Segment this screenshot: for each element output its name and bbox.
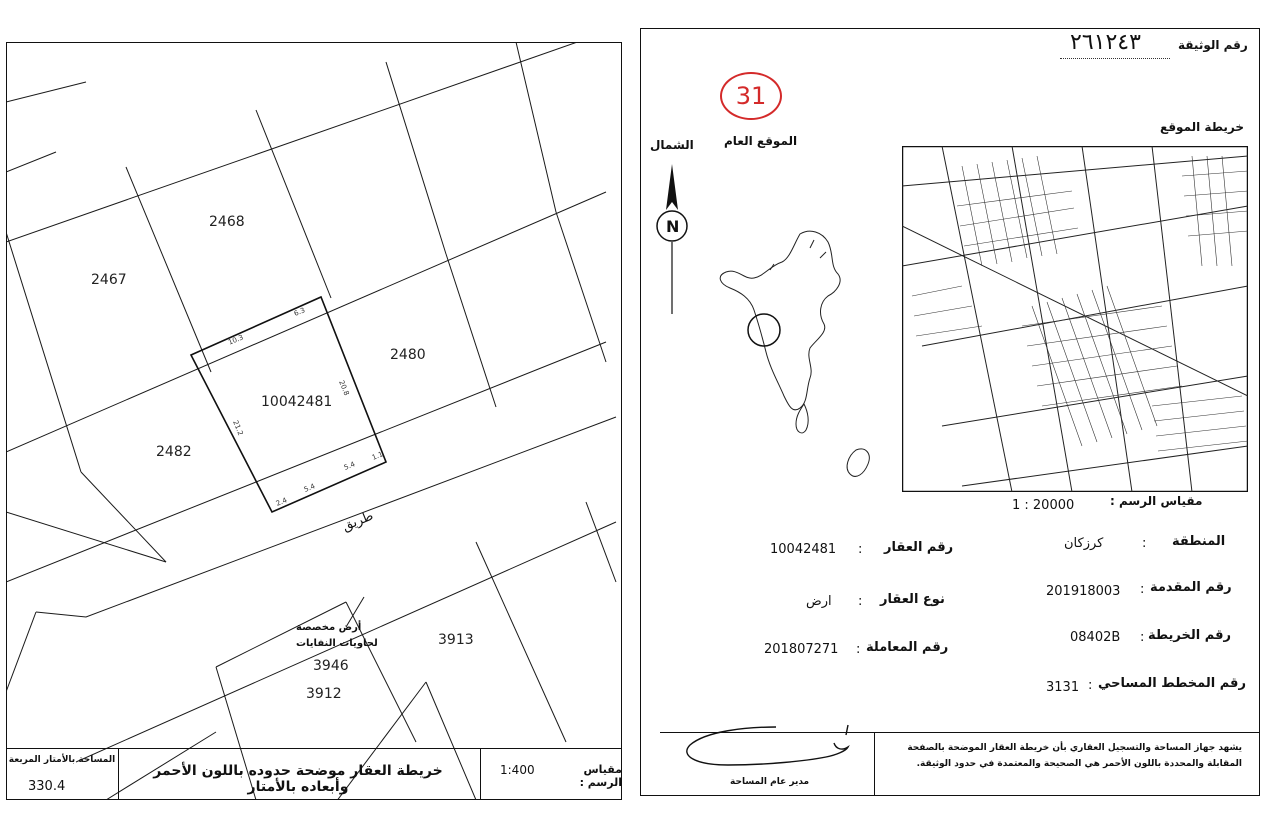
dimension-bottom-a: 5.4 <box>342 460 357 472</box>
road-label: طريق <box>340 508 376 535</box>
certification-box <box>660 732 1260 795</box>
certification-divider <box>874 733 875 795</box>
reserved-land-label: أرض مخصصة <box>296 622 362 633</box>
subject-parcel-label: 10042481 <box>261 394 333 410</box>
application-no-colon: : <box>1140 582 1145 597</box>
property-type-value: ارض <box>806 594 832 609</box>
scale-value-left: 1:400 <box>500 763 535 777</box>
application-no-label: رقم المقدمة <box>1150 580 1232 595</box>
signer-title: مدير عام المساحة <box>730 777 810 787</box>
transaction-no-colon: : <box>856 642 861 657</box>
dimension-right: 20.8 <box>337 379 351 397</box>
area-field-label: المنطقة <box>1172 534 1226 549</box>
parcel-2480-label: 2480 <box>390 347 426 363</box>
north-arrow-icon <box>652 162 692 318</box>
parcel-3946-label: 3946 <box>313 658 349 674</box>
location-street-map <box>902 146 1248 492</box>
map-title: خريطة العقار موضحة حدوده باللون الأحمر وأبعاده بالأمتار <box>153 763 443 795</box>
map-no-colon: : <box>1140 630 1145 645</box>
transaction-no-label: رقم المعاملة <box>866 640 949 655</box>
dimension-bottom-b: 1.1 <box>370 450 385 462</box>
property-no-label: رقم العقار <box>884 540 954 555</box>
doc-number-line <box>1060 58 1170 59</box>
footer-divider <box>480 749 481 800</box>
dimension-bottom-c: 2.4 <box>274 496 289 508</box>
property-no-colon: : <box>858 542 863 557</box>
certification-line-1: يشهد جهاز المساحة والتسجيل العقاري بأن خريطة العقار الموضحة بالصفحة <box>907 743 1242 753</box>
certification-line-2: المقابلة والمحددة باللون الأحمر هي الصحيحة والمعتمدة في حدود الوثيقة. <box>916 759 1242 769</box>
island-outline-map <box>710 218 890 488</box>
map-footer <box>6 748 622 800</box>
map-no-label: رقم الخريطة <box>1148 628 1231 643</box>
application-no-value: 201918003 <box>1046 584 1121 599</box>
survey-plan-colon: : <box>1088 678 1093 693</box>
doc-number-label: رقم الوثيقة <box>1178 38 1248 52</box>
doc-number-value: ٢٦١٢٤٣ <box>1070 30 1141 55</box>
dimension-bottom-d: 5.4 <box>302 482 317 494</box>
area-field-value: كرزكان <box>1064 536 1104 551</box>
location-map-label: خريطة الموقع <box>1160 120 1245 134</box>
property-type-label: نوع العقار <box>880 592 945 607</box>
dimension-top-b: 6.3 <box>292 306 307 318</box>
map-no-value: 08402B <box>1070 630 1121 645</box>
scale-label-right: مقياس الرسم : <box>1110 494 1203 508</box>
general-location-label: الموقع العام <box>724 134 798 148</box>
scale-value-right: 1 : 20000 <box>1012 498 1075 513</box>
north-letter: N <box>666 217 680 236</box>
area-box <box>6 749 119 800</box>
transaction-no-value: 201807271 <box>764 642 839 657</box>
parcel-3913-label: 3913 <box>438 632 474 648</box>
parcel-2468-label: 2468 <box>209 214 245 230</box>
signature-icon <box>676 721 856 777</box>
parcel-3912-label: 3912 <box>306 686 342 702</box>
north-label: الشمال <box>650 138 694 152</box>
scale-label-left: مقياس الرسم : <box>579 763 622 789</box>
certificate-sheet <box>640 28 1260 796</box>
area-value: 330.4 <box>28 779 66 794</box>
property-no-value: 10042481 <box>770 542 837 557</box>
waste-containers-label: لحاويات النفايات <box>296 638 378 649</box>
parcel-2467-label: 2467 <box>91 272 127 288</box>
red-circled-number: 31 <box>720 72 782 120</box>
area-field-colon: : <box>1142 536 1147 551</box>
survey-plan-value: 3131 <box>1046 680 1080 695</box>
property-type-colon: : <box>858 594 863 609</box>
area-label: المساحة بالأمتار المربعة <box>8 755 116 765</box>
survey-plan-label: رقم المخطط المساحي <box>1098 676 1246 691</box>
dimension-left: 21.2 <box>231 419 245 437</box>
dimension-top-a: 10.3 <box>227 333 245 347</box>
property-map-sheet <box>6 42 622 800</box>
parcel-2482-label: 2482 <box>156 444 192 460</box>
